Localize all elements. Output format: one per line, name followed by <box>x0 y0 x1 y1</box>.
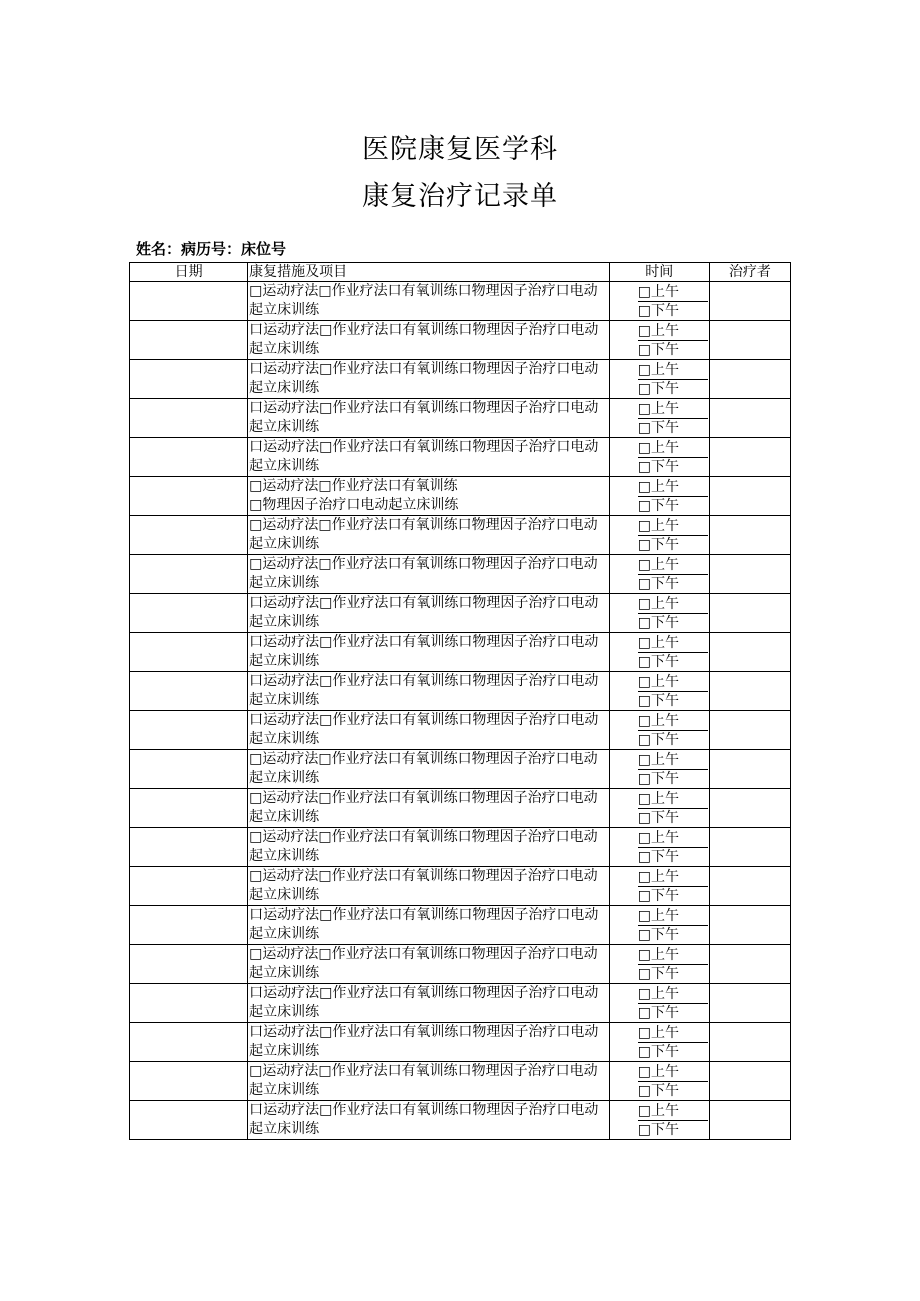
date-cell[interactable] <box>130 945 248 984</box>
table-row <box>130 867 791 906</box>
am-checkbox[interactable]: □上午 <box>638 439 708 458</box>
am-checkbox[interactable]: □上午 <box>638 907 708 926</box>
table-row <box>130 282 791 321</box>
table-row <box>130 1101 791 1140</box>
therapist-cell[interactable] <box>709 789 790 828</box>
therapist-cell[interactable] <box>709 711 790 750</box>
time-cell <box>609 633 709 672</box>
am-checkbox[interactable]: □上午 <box>638 1102 708 1121</box>
patient-info-line: 姓名：病历号：床位号 <box>136 240 287 258</box>
pm-checkbox[interactable]: □下午 <box>637 810 679 826</box>
time-cell <box>609 594 709 633</box>
pm-checkbox[interactable]: □下午 <box>637 1122 679 1138</box>
pm-checkbox[interactable]: □下午 <box>637 927 679 943</box>
table-row <box>130 360 791 399</box>
measures-cell[interactable]: 口运动疗法□作业疗法口有氧训练口物理因子治疗口电动起立床训练 <box>248 1101 610 1140</box>
am-checkbox[interactable]: □上午 <box>638 478 708 497</box>
am-checkbox[interactable]: □上午 <box>638 283 708 302</box>
measures-cell[interactable]: 口运动疗法□作业疗法口有氧训练口物理因子治疗口电动起立床训练 <box>248 906 610 945</box>
table-row <box>130 672 791 711</box>
am-checkbox[interactable]: □上午 <box>638 1063 708 1082</box>
column-header-time: 时间 <box>609 263 709 282</box>
therapist-cell[interactable] <box>709 828 790 867</box>
measures-cell[interactable]: 口运动疗法□作业疗法口有氧训练口物理因子治疗口电动起立床训练 <box>248 672 610 711</box>
table-row <box>130 516 791 555</box>
pm-checkbox[interactable]: □下午 <box>637 498 679 514</box>
table-row <box>130 1023 791 1062</box>
therapist-cell[interactable] <box>709 750 790 789</box>
therapist-cell[interactable] <box>709 282 790 321</box>
table-row <box>130 438 791 477</box>
table-row <box>130 594 791 633</box>
time-cell <box>609 750 709 789</box>
time-cell <box>609 1101 709 1140</box>
pm-checkbox[interactable]: □下午 <box>637 732 679 748</box>
therapist-cell[interactable] <box>709 516 790 555</box>
measures-cell[interactable]: □运动疗法□作业疗法口有氧训练口物理因子治疗口电动起立床训练 <box>248 828 610 867</box>
time-cell <box>609 867 709 906</box>
therapist-cell[interactable] <box>709 555 790 594</box>
table-row <box>130 711 791 750</box>
time-cell <box>609 555 709 594</box>
am-checkbox[interactable]: □上午 <box>638 634 708 653</box>
date-cell[interactable] <box>130 672 248 711</box>
am-checkbox[interactable]: □上午 <box>638 556 708 575</box>
therapist-cell[interactable] <box>709 906 790 945</box>
table-row <box>130 633 791 672</box>
pm-checkbox[interactable]: □下午 <box>637 888 679 904</box>
measures-cell[interactable]: 口运动疗法□作业疗法口有氧训练口物理因子治疗口电动起立床训练 <box>248 360 610 399</box>
measures-cell[interactable]: □运动疗法□作业疗法口有氧训练口物理因子治疗口电动起立床训练 <box>248 945 610 984</box>
am-checkbox[interactable]: □上午 <box>638 517 708 536</box>
time-cell <box>609 789 709 828</box>
pm-checkbox[interactable]: □下午 <box>637 849 679 865</box>
measures-cell[interactable]: □运动疗法□作业疗法口有氧训练口物理因子治疗口电动起立床训练 <box>248 1062 610 1101</box>
time-cell <box>609 516 709 555</box>
time-cell <box>609 360 709 399</box>
therapist-cell[interactable] <box>709 945 790 984</box>
pm-checkbox[interactable]: □下午 <box>637 420 679 436</box>
am-checkbox[interactable]: □上午 <box>638 829 708 848</box>
measures-cell[interactable]: □运动疗法□作业疗法口有氧训练口物理因子治疗口电动起立床训练 <box>248 750 610 789</box>
measures-cell[interactable]: 口运动疗法□作业疗法口有氧训练口物理因子治疗口电动起立床训练 <box>248 1023 610 1062</box>
pm-checkbox[interactable]: □下午 <box>637 576 679 592</box>
time-cell <box>609 711 709 750</box>
measures-cell[interactable]: □运动疗法□作业疗法口有氧训练口物理因子治疗口电动起立床训练 <box>248 282 610 321</box>
pm-checkbox[interactable]: □下午 <box>637 459 679 475</box>
am-checkbox[interactable]: □上午 <box>638 322 708 341</box>
date-cell[interactable] <box>130 555 248 594</box>
date-cell[interactable] <box>130 1101 248 1140</box>
date-cell[interactable] <box>130 906 248 945</box>
measures-cell[interactable]: □运动疗法□作业疗法口有氧训练口物理因子治疗口电动起立床训练 <box>248 789 610 828</box>
measures-cell[interactable]: □运动疗法□作业疗法口有氧训练口物理因子治疗口电动起立床训练 <box>248 867 610 906</box>
pm-checkbox[interactable]: □下午 <box>637 537 679 553</box>
table-row <box>130 789 791 828</box>
am-checkbox[interactable]: □上午 <box>638 985 708 1004</box>
table-row <box>130 477 791 516</box>
table-body <box>130 263 791 1140</box>
date-cell[interactable] <box>130 516 248 555</box>
therapist-cell[interactable] <box>709 360 790 399</box>
measures-cell[interactable]: 口运动疗法□作业疗法口有氧训练口物理因子治疗口电动起立床训练 <box>248 399 610 438</box>
am-checkbox[interactable]: □上午 <box>638 712 708 731</box>
measures-cell[interactable]: 口运动疗法□作业疗法口有氧训练口物理因子治疗口电动起立床训练 <box>248 438 610 477</box>
pm-checkbox[interactable]: □下午 <box>637 303 679 319</box>
pm-checkbox[interactable]: □下午 <box>637 1044 679 1060</box>
measures-cell[interactable]: □运动疗法□作业疗法口有氧训练口物理因子治疗口电动起立床训练 <box>248 555 610 594</box>
therapist-cell[interactable] <box>709 399 790 438</box>
time-cell <box>609 1023 709 1062</box>
date-cell[interactable] <box>130 360 248 399</box>
am-checkbox[interactable]: □上午 <box>638 868 708 887</box>
pm-checkbox[interactable]: □下午 <box>637 693 679 709</box>
treatment-record-table <box>129 262 791 1140</box>
date-cell[interactable] <box>130 282 248 321</box>
am-checkbox[interactable]: □上午 <box>638 790 708 809</box>
form-title: 康复治疗记录单 <box>362 181 558 212</box>
date-cell[interactable] <box>130 594 248 633</box>
measures-cell[interactable]: 口运动疗法□作业疗法口有氧训练口物理因子治疗口电动起立床训练 <box>248 633 610 672</box>
table-header-row <box>130 263 791 282</box>
pm-checkbox[interactable]: □下午 <box>637 771 679 787</box>
table-row <box>130 984 791 1023</box>
date-cell[interactable] <box>130 438 248 477</box>
table-row <box>130 750 791 789</box>
pm-checkbox[interactable]: □下午 <box>637 966 679 982</box>
pm-checkbox[interactable]: □下午 <box>637 381 679 397</box>
column-header-measures: 康复措施及项目 <box>248 263 610 282</box>
measures-cell[interactable]: 口运动疗法□作业疗法口有氧训练口物理因子治疗口电动起立床训练 <box>248 594 610 633</box>
therapist-cell[interactable] <box>709 594 790 633</box>
time-cell <box>609 399 709 438</box>
am-checkbox[interactable]: □上午 <box>638 400 708 419</box>
measures-cell[interactable]: 口运动疗法□作业疗法口有氧训练口物理因子治疗口电动起立床训练 <box>248 984 610 1023</box>
date-cell[interactable] <box>130 711 248 750</box>
table-row <box>130 945 791 984</box>
measures-cell[interactable]: □运动疗法□作业疗法口有氧训练 □物理因子治疗口电动起立床训练 <box>248 477 610 516</box>
time-cell <box>609 282 709 321</box>
date-cell[interactable] <box>130 399 248 438</box>
time-cell <box>609 828 709 867</box>
table-row <box>130 1062 791 1101</box>
pm-checkbox[interactable]: □下午 <box>637 1083 679 1099</box>
pm-checkbox[interactable]: □下午 <box>637 1005 679 1021</box>
am-checkbox[interactable]: □上午 <box>638 595 708 614</box>
therapist-cell[interactable] <box>709 867 790 906</box>
time-cell <box>609 1062 709 1101</box>
date-cell[interactable] <box>130 789 248 828</box>
therapist-cell[interactable] <box>709 1062 790 1101</box>
am-checkbox[interactable]: □上午 <box>638 1024 708 1043</box>
am-checkbox[interactable]: □上午 <box>638 361 708 380</box>
date-cell[interactable] <box>130 984 248 1023</box>
pm-checkbox[interactable]: □下午 <box>637 342 679 358</box>
therapist-cell[interactable] <box>709 1101 790 1140</box>
pm-checkbox[interactable]: □下午 <box>637 615 679 631</box>
date-cell[interactable] <box>130 477 248 516</box>
time-cell <box>609 477 709 516</box>
pm-checkbox[interactable]: □下午 <box>637 654 679 670</box>
measures-cell[interactable]: 口运动疗法□作业疗法口有氧训练口物理因子治疗口电动起立床训练 <box>248 711 610 750</box>
date-cell[interactable] <box>130 828 248 867</box>
time-cell <box>609 906 709 945</box>
table-row <box>130 828 791 867</box>
table-row <box>130 555 791 594</box>
time-cell <box>609 672 709 711</box>
date-cell[interactable] <box>130 867 248 906</box>
time-cell <box>609 984 709 1023</box>
hospital-department-title: 医院康复医学科 <box>362 134 558 165</box>
time-cell <box>609 321 709 360</box>
therapist-cell[interactable] <box>709 477 790 516</box>
table-row <box>130 399 791 438</box>
date-cell[interactable] <box>130 321 248 360</box>
therapist-cell[interactable] <box>709 321 790 360</box>
therapist-cell[interactable] <box>709 984 790 1023</box>
am-checkbox[interactable]: □上午 <box>638 751 708 770</box>
therapist-cell[interactable] <box>709 438 790 477</box>
am-checkbox[interactable]: □上午 <box>638 673 708 692</box>
table-row <box>130 906 791 945</box>
am-checkbox[interactable]: □上午 <box>638 946 708 965</box>
measures-cell[interactable]: □运动疗法□作业疗法口有氧训练口物理因子治疗口电动起立床训练 <box>248 516 610 555</box>
column-header-therapist: 治疗者 <box>709 263 790 282</box>
time-cell <box>609 438 709 477</box>
time-cell <box>609 945 709 984</box>
therapist-cell[interactable] <box>709 672 790 711</box>
date-cell[interactable] <box>130 633 248 672</box>
therapist-cell[interactable] <box>709 1023 790 1062</box>
measures-cell[interactable]: 口运动疗法□作业疗法口有氧训练口物理因子治疗口电动起立床训练 <box>248 321 610 360</box>
column-header-date: 日期 <box>130 263 248 282</box>
date-cell[interactable] <box>130 1062 248 1101</box>
therapist-cell[interactable] <box>709 633 790 672</box>
date-cell[interactable] <box>130 750 248 789</box>
table-row <box>130 321 791 360</box>
date-cell[interactable] <box>130 1023 248 1062</box>
